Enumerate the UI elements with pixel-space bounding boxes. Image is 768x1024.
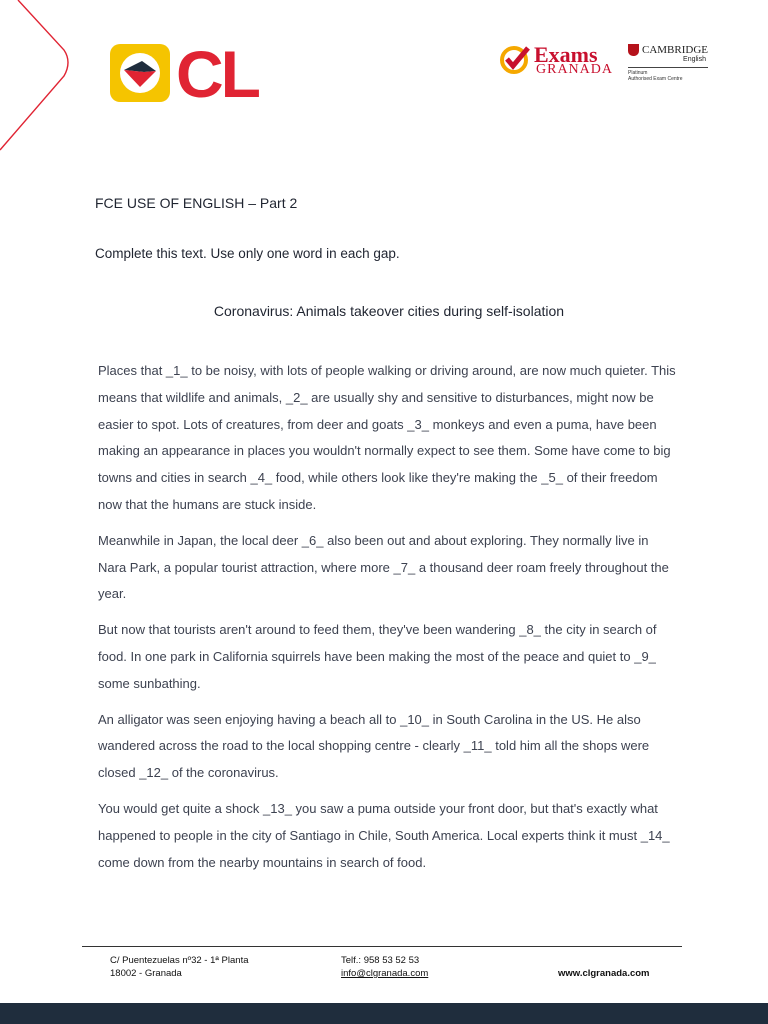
cl-logo-mark [110, 44, 170, 102]
cl-logo-text: CL [176, 37, 258, 111]
corner-decoration [0, 0, 80, 160]
check-icon [498, 44, 532, 78]
cambridge-word: CAMBRIDGE [642, 44, 709, 56]
exams-granada-logo [498, 42, 618, 82]
cambridge-sub: English [683, 56, 706, 63]
instruction-text: Complete this text. Use only one word in each gap. [95, 246, 400, 261]
crest-icon [628, 44, 639, 56]
article-title: Coronavirus: Animals takeover cities during self-isolation [213, 303, 565, 319]
cl-logo [110, 37, 280, 111]
footer-website-link[interactable]: www.clgranada.com [558, 968, 650, 979]
cambridge-divider [628, 67, 708, 68]
paragraph: An alligator was seen enjoying having a beach all to _10_ in South Carolina in the US. He also wandered across the road to the local shopping centre - clearly _11_ told him all the shops were closed _12_ of the coronavirus. [98, 711, 650, 781]
paragraph: Meanwhile in Japan, the local deer _6_ also been out and about exploring. They normally live in Nara Park, a popular tourist attraction, where more _7_ a thousand deer roam freely throughout the year. [98, 532, 669, 602]
exams-word: Exams [534, 42, 598, 67]
footer-phone: Telf.: 958 53 52 53 [341, 955, 420, 966]
cambridge-centre: Authorised Exam Centre [628, 76, 683, 82]
footer-bar [0, 1003, 768, 1024]
footer-email-link[interactable]: info@clgranada.com [341, 968, 429, 979]
footer-address-line1: C/ Puentezuelas nº32 - 1ª Planta [110, 955, 249, 966]
exams-city: GRANADA [536, 62, 613, 77]
cambridge-level: Platinum [628, 70, 648, 76]
paragraph: Places that _1_ to be noisy, with lots of people walking or driving around, are now much quieter. This means that wildlife and animals, _2_ are usually shy and sensitive to disturbances, might now be easier to spot. Lots of creatures, from deer and goats _3_ monkeys and even a puma, have been making an appearance in places you wouldn't normally expect to see them. Some have come to big towns and cities in search _4_ food, while others look like they're making the _5_ of their freedom now that the humans are stuck inside. [98, 363, 676, 512]
paragraph: You would get quite a shock _13_ you saw a puma outside your front door, but that's exactly what happened to people in the city of Santiago in Chile, South America. Local experts think it must _14_ come down from the nearby mountains in search of food. [98, 800, 670, 870]
article-body [98, 358, 678, 885]
cambridge-logo [628, 44, 712, 84]
paragraph: But now that tourists aren't around to feed them, they've been wandering _8_ the city in search of food. In one park in California squirrels have been making the most of the peace and quiet to _9_ some sunbathing. [98, 622, 657, 691]
footer-divider [82, 946, 682, 947]
document-heading: FCE USE OF ENGLISH – Part 2 [95, 195, 298, 211]
footer-address-line2: 18002 - Granada [110, 968, 182, 979]
